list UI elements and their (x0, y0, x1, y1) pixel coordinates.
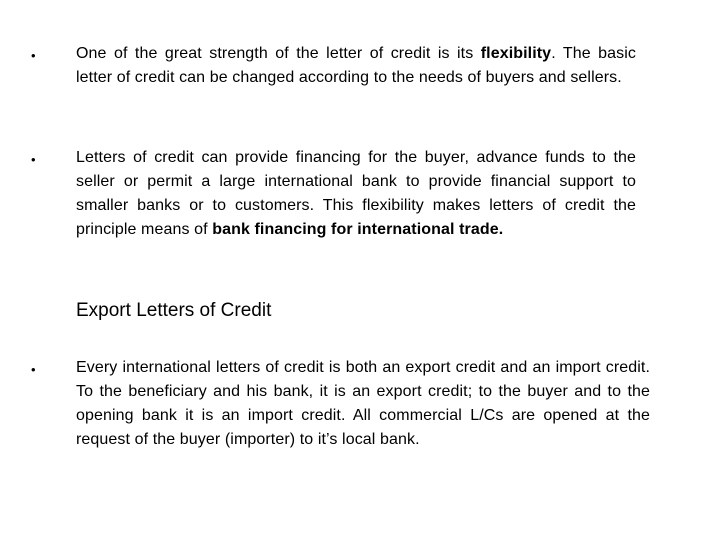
section-heading: Export Letters of Credit (76, 300, 272, 321)
bullet-text (76, 146, 636, 242)
text-run: . The basic letter of credit can be changed according to the needs of buyers and sellers. (76, 45, 636, 86)
bold-term-flexibility: flexibility (480, 45, 552, 62)
bullet-icon: • (31, 152, 36, 167)
bullet-text: Every international letters of credit is both an export credit and an import credit. To the beneficiary and his bank, it is an export credit; to the buyer and to the opening bank it is an import credit. All commercial L/Cs are opened at the request of the buyer (importer) to it’s local bank. (76, 359, 650, 448)
bullet-text (76, 42, 636, 90)
text-run: Letters of credit can provide financing for the buyer, advance funds to the seller or permit a large international bank to provide financial support to smaller banks or to customers. This flexibility makes letters of credit the principle means of (76, 149, 636, 238)
bold-term-bank-financing: bank financing for international trade. (212, 221, 504, 238)
text-run: One of the great strength of the letter of credit is its (76, 45, 481, 62)
bullet-icon: • (31, 48, 36, 63)
bullet-icon: • (31, 362, 36, 377)
